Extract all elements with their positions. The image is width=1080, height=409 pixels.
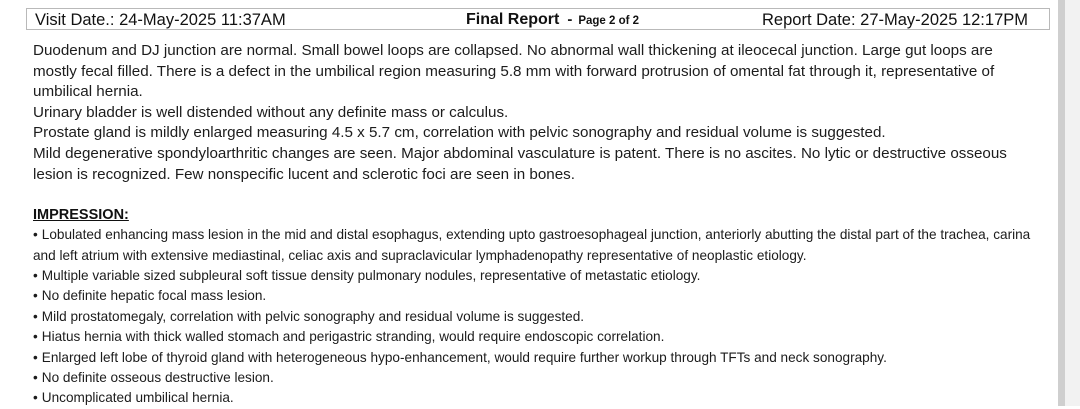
report-title-group	[466, 10, 639, 31]
bullet-icon: •	[33, 288, 38, 304]
findings-paragraph: Duodenum and DJ junction are normal. Small bowel loops are collapsed. No abnormal wall thickening at ileocecal junction. Large gut loops are mostly fecal filled. There is a defect in the umbilical region measuring 5.8 mm with forward protrusion of omental fat through it, representative of umbilical hernia.	[33, 42, 995, 101]
impression-item-text: Mild prostatomegaly, correlation with pelvic sonography and residual volume is suggested.	[41, 308, 585, 324]
impression-item-text: Enlarged left lobe of thyroid gland with heterogeneous hypo-enhancement, would require further workup through TFTs and neck sonography.	[41, 349, 887, 365]
impression-item-text: Uncomplicated umbilical hernia.	[41, 390, 234, 406]
bullet-icon: •	[33, 227, 38, 243]
page-indicator: Page 2 of 2	[578, 15, 640, 27]
impression-item-text: No definite hepatic focal mass lesion.	[41, 288, 267, 304]
impression-item-text: Multiple variable sized subpleural soft tissue density pulmonary nodules, representative of metastatic etiology.	[41, 267, 701, 283]
impression-item	[33, 266, 1033, 286]
section-spacer	[33, 185, 1033, 205]
bullet-icon: •	[33, 267, 38, 283]
bullet-icon: •	[33, 308, 38, 324]
impression-list	[33, 225, 1033, 409]
findings-paragraph: Urinary bladder is well distended without any definite mass or calculus.	[33, 103, 509, 121]
report-date: Report Date: 27-May-2025 12:17PM	[762, 11, 1028, 29]
bullet-icon: •	[33, 329, 38, 345]
title-separator: -	[567, 11, 573, 28]
visit-date: Visit Date.: 24-May-2025 11:37AM	[35, 11, 286, 29]
scrollbar-thumb[interactable]	[1058, 0, 1065, 406]
report-body	[33, 41, 1033, 409]
bullet-icon: •	[33, 370, 38, 385]
report-header	[26, 8, 1050, 30]
findings-paragraph: Mild degenerative spondyloarthritic changes are seen. Major abdominal vasculature is patent. There is no ascites. No lytic or destructive osseous lesion is recognized. Few nonspecific lucent and sclerotic foci are seen in bones.	[33, 144, 1007, 183]
impression-item	[33, 307, 1033, 327]
impression-item	[33, 225, 1033, 266]
scrollbar-track[interactable]	[1058, 0, 1080, 406]
impression-item-text: No definite osseous destructive lesion.	[41, 370, 274, 385]
impression-item	[33, 348, 1033, 368]
final-report-title: Final Report	[466, 11, 560, 28]
impression-item-text: Hiatus hernia with thick walled stomach and perigastric stranding, would require endoscopic correlation.	[41, 329, 665, 345]
impression-item-text: Lobulated enhancing mass lesion in the mid and distal esophagus, extending upto gastroesophageal junction, anteriorly abutting the distal part of the trachea, carina and left atrium with extensive mediastinal, celiac axis and supraclavicular lymphadenopathy representative of neoplastic etiology.	[33, 227, 1031, 263]
impression-item	[33, 368, 1033, 388]
impression-heading: IMPRESSION:	[33, 207, 129, 224]
bullet-icon: •	[33, 390, 38, 406]
impression-item	[33, 286, 1033, 306]
bullet-icon: •	[33, 349, 38, 365]
findings-paragraph: Prostate gland is mildly enlarged measuring 4.5 x 5.7 cm, correlation with pelvic sonography and residual volume is suggested.	[33, 124, 886, 142]
impression-item	[33, 327, 1033, 347]
